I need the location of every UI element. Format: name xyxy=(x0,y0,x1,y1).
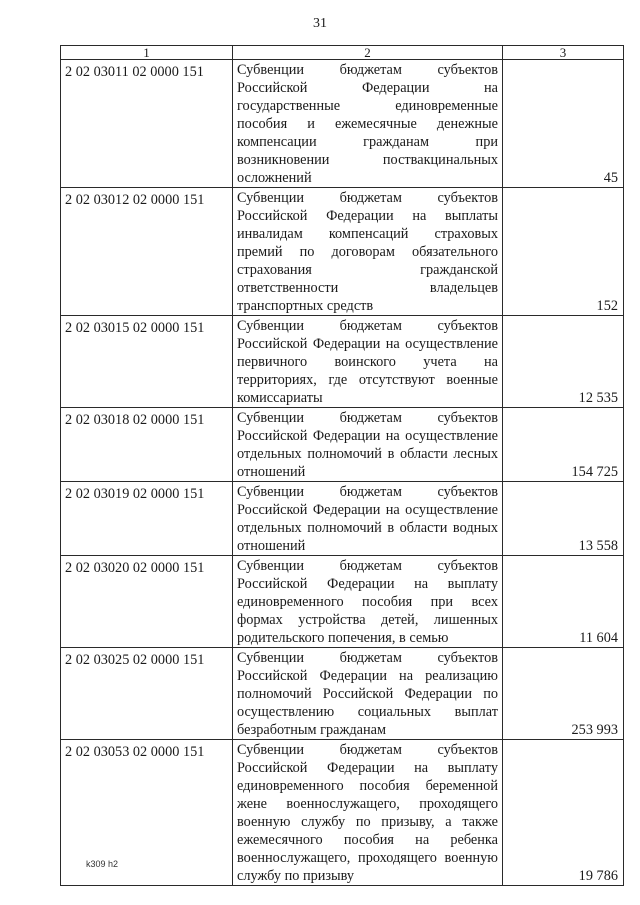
table-row xyxy=(61,556,624,648)
table-header-row xyxy=(61,46,624,60)
row-description: Субвенции бюджетам субъектов Российской Федерации на выплату единовременного пособия при всех формах устройства детей, лишенных родительского попечения, в семью xyxy=(233,556,503,648)
row-code: 2 02 03025 02 0000 151 xyxy=(61,648,233,740)
row-description: Субвенции бюджетам субъектов Российской Федерации на выплаты инвалидам компенсаций страховых премий по договорам обязательного страхования гражданской ответственности владельцев транспортных средств xyxy=(233,188,503,316)
row-description: Субвенции бюджетам субъектов Российской Федерации на осуществление отдельных полномочий в области лесных отношений xyxy=(233,408,503,482)
column-header-3: 3 xyxy=(503,46,624,60)
table-row xyxy=(61,316,624,408)
table-row xyxy=(61,648,624,740)
row-code: 2 02 03015 02 0000 151 xyxy=(61,316,233,408)
row-code: 2 02 03020 02 0000 151 xyxy=(61,556,233,648)
table-row xyxy=(61,482,624,556)
table-row xyxy=(61,740,624,886)
document-footer-code: k309 h2 xyxy=(86,859,119,869)
row-amount: 152 xyxy=(503,188,624,316)
row-code: 2 02 03012 02 0000 151 xyxy=(61,188,233,316)
row-amount: 11 604 xyxy=(503,556,624,648)
row-amount: 253 993 xyxy=(503,648,624,740)
row-amount: 13 558 xyxy=(503,482,624,556)
budget-table xyxy=(60,45,624,886)
row-description: Субвенции бюджетам субъектов Российской Федерации на осуществление отдельных полномочий в области водных отношений xyxy=(233,482,503,556)
row-code: 2 02 03019 02 0000 151 xyxy=(61,482,233,556)
row-description: Субвенции бюджетам субъектов Российской Федерации на реализацию полномочий Российской Федерации по осуществлению социальных выплат безработным гражданам xyxy=(233,648,503,740)
row-description: Субвенции бюджетам субъектов Российской Федерации на выплату единовременного пособия беременной жене военнослужащего, проходящего военную службу по призыву, а также ежемесячного пособия на ребенка военнослужащего, проходящего военную службу по призыву xyxy=(233,740,503,886)
row-amount: 19 786 xyxy=(503,740,624,886)
row-code: 2 02 03053 02 0000 151 xyxy=(61,740,233,886)
table-row xyxy=(61,188,624,316)
row-code: 2 02 03018 02 0000 151 xyxy=(61,408,233,482)
row-description: Субвенции бюджетам субъектов Российской Федерации на государственные единовременные пособия и ежемесячные денежные компенсации гражданам при возникновении поствакцинальных осложнений xyxy=(233,60,503,188)
row-amount: 12 535 xyxy=(503,316,624,408)
table-row xyxy=(61,60,624,188)
row-amount: 154 725 xyxy=(503,408,624,482)
page-number: 31 xyxy=(313,16,327,31)
column-header-1: 1 xyxy=(61,46,233,60)
row-code: 2 02 03011 02 0000 151 xyxy=(61,60,233,188)
table-row xyxy=(61,408,624,482)
row-description: Субвенции бюджетам субъектов Российской Федерации на осуществление первичного воинского учета на территориях, где отсутствуют военные комиссариаты xyxy=(233,316,503,408)
row-amount: 45 xyxy=(503,60,624,188)
column-header-2: 2 xyxy=(233,46,503,60)
